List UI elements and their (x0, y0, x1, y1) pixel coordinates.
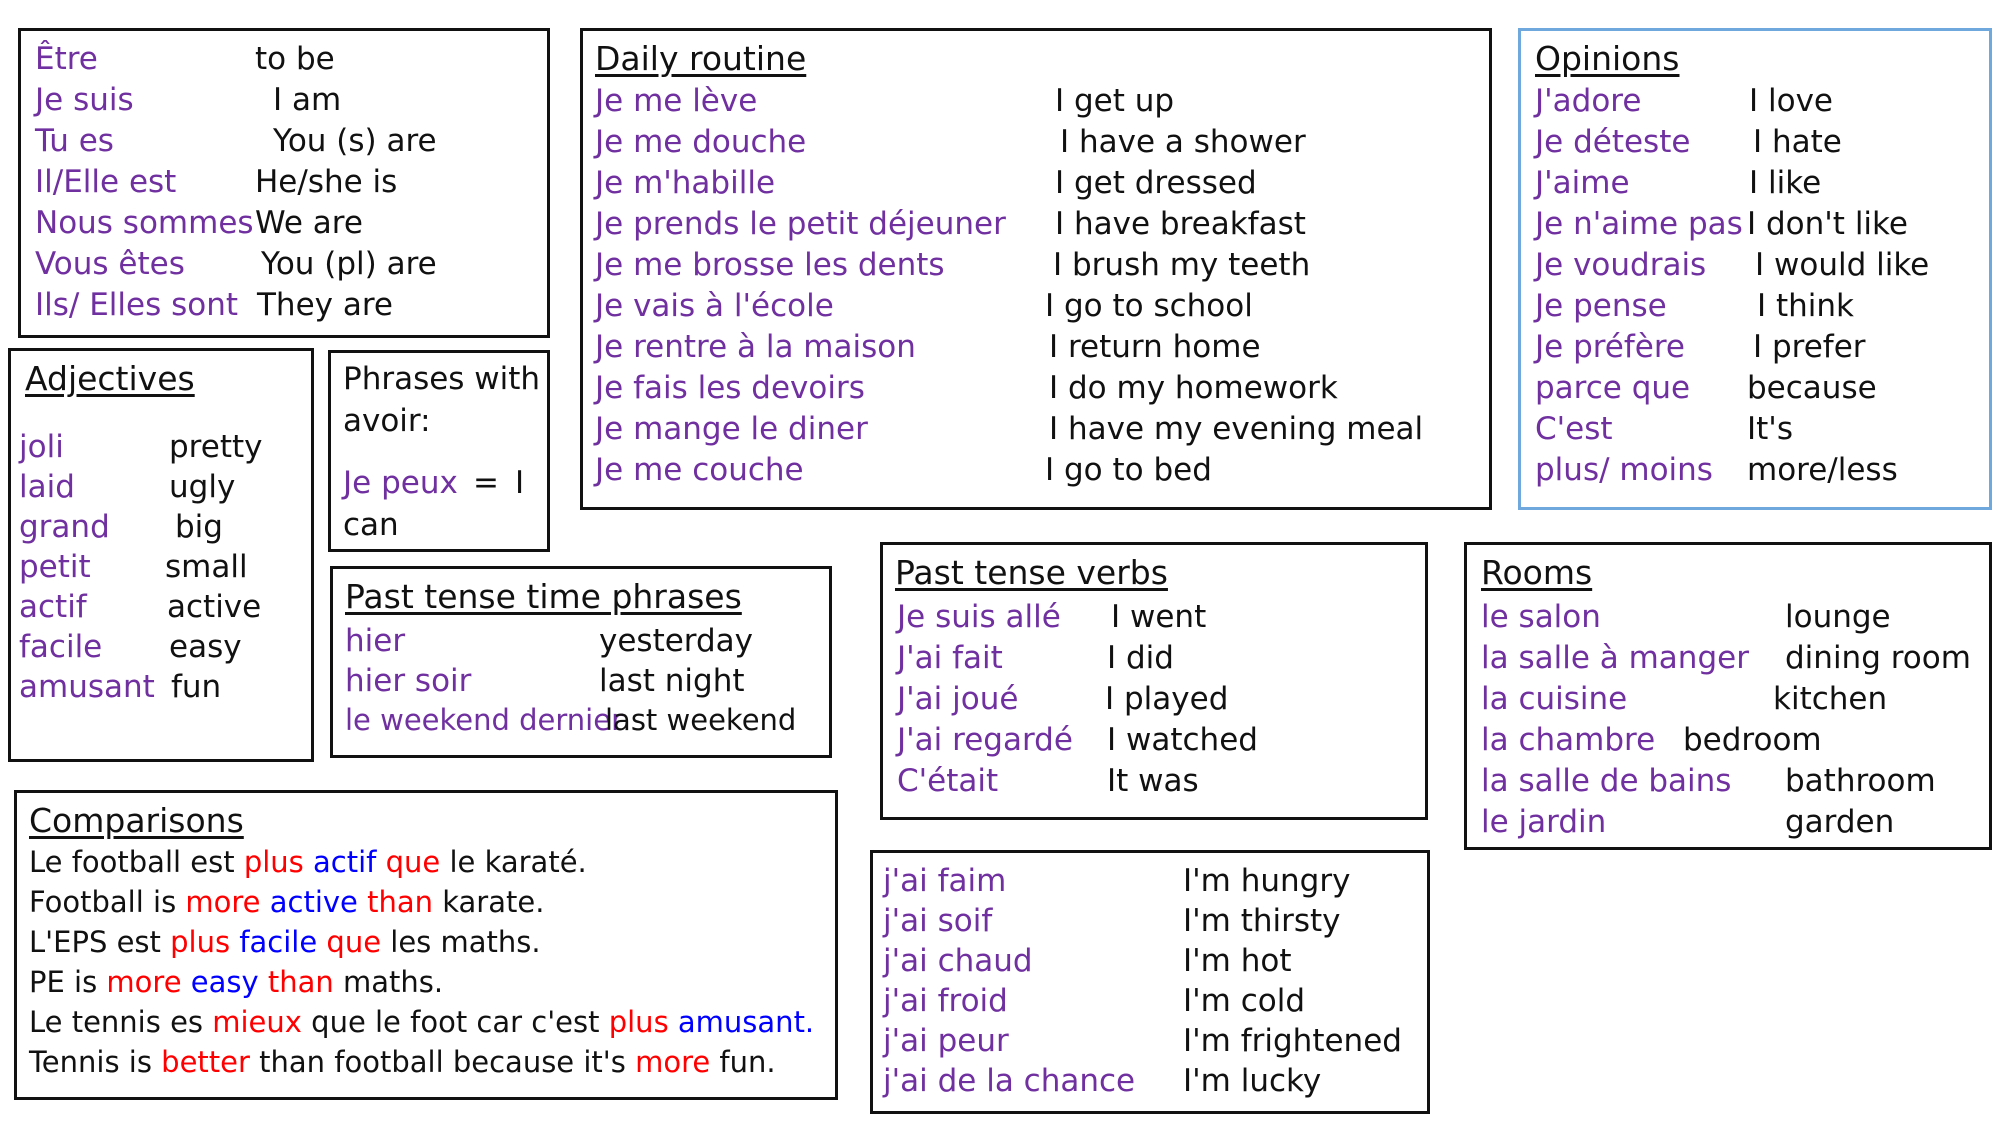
section-title: Comparisons (29, 801, 244, 840)
french-term: Je préfère (1535, 329, 1686, 365)
french-term: j'ai froid (883, 983, 1008, 1019)
section-title: Adjectives (25, 359, 195, 398)
english-term: I am (273, 82, 342, 118)
sentence-part (669, 1005, 678, 1039)
french-term: Je mange le diner (595, 411, 868, 447)
french-term: Il/Elle est (35, 164, 177, 200)
french-term: Je pense (1535, 288, 1667, 324)
vocab-row (21, 82, 547, 122)
english-term: active (167, 589, 262, 625)
english-term: I'm hot (1183, 943, 1292, 979)
comparative-word: better (161, 1045, 250, 1079)
vocab-row (1467, 763, 1989, 803)
comparison-sentence (29, 965, 443, 999)
vocab-row (11, 549, 311, 589)
french-term: Nous sommes (35, 205, 254, 241)
english-term: They are (257, 287, 393, 323)
english-term: I like (1749, 165, 1822, 201)
french-term: Je n'aime pas (1535, 206, 1743, 242)
sentence-part: fun. (710, 1045, 776, 1079)
sentence-part (259, 965, 268, 999)
english-term: I do my homework (1049, 370, 1338, 406)
vocab-row (873, 983, 1427, 1023)
vocab-row (11, 469, 311, 509)
section-title: Rooms (1481, 553, 1593, 592)
vocab-row (1521, 83, 1989, 123)
rooms-box (1464, 542, 1992, 850)
vocab-row (1467, 599, 1989, 639)
sentence-part: than football because it's (249, 1045, 636, 1079)
french-term: Je prends le petit déjeuner (595, 206, 1006, 242)
sentence-part (182, 965, 191, 999)
english-term: You (s) are (273, 123, 437, 159)
comparison-sentence (29, 845, 587, 879)
french-term: plus/ moins (1535, 452, 1713, 488)
french-term: J'adore (1535, 83, 1642, 119)
english-term: It's (1747, 411, 1793, 447)
english-term: I have a shower (1060, 124, 1306, 160)
english-term: I love (1749, 83, 1833, 119)
english-term: I hate (1753, 124, 1842, 160)
english-term: pretty (169, 429, 263, 465)
vocab-row (1521, 411, 1989, 451)
vocab-row (873, 863, 1427, 903)
vocab-row (11, 669, 311, 709)
english-term: I get up (1055, 83, 1175, 119)
english-term: I'm cold (1183, 983, 1306, 1019)
section-title: Daily routine (595, 39, 807, 78)
comparison-sentence (29, 1005, 814, 1039)
english-term: I'm lucky (1183, 1063, 1322, 1099)
vocab-row (333, 703, 829, 743)
french-term: hier soir (345, 663, 472, 699)
vocab-row (1521, 206, 1989, 246)
past-time-box (330, 566, 832, 758)
french-term: la salle à manger (1481, 640, 1749, 676)
english-term: lounge (1785, 599, 1891, 635)
english-term: bedroom (1683, 722, 1822, 758)
english-term: fun (171, 669, 222, 705)
comparison-sentence (29, 1045, 776, 1079)
english-term: You (pl) are (261, 246, 437, 282)
english-term: I prefer (1753, 329, 1866, 365)
english-term: I think (1757, 288, 1855, 324)
vocab-row (1467, 681, 1989, 721)
english-term: more/less (1747, 452, 1898, 488)
vocab-row (583, 452, 1489, 492)
vocab-row (583, 83, 1489, 123)
comparative-word: plus (170, 925, 231, 959)
french-term: Vous êtes (35, 246, 185, 282)
french-term: C'était (897, 763, 999, 799)
english-term: yesterday (599, 623, 754, 659)
english-term: He/she is (255, 164, 398, 200)
vocab-row (873, 1023, 1427, 1063)
english-term: I go to school (1045, 288, 1253, 324)
english-term: I have breakfast (1055, 206, 1306, 242)
french-term: parce que (1535, 370, 1691, 406)
french-term: Je peux (343, 465, 458, 501)
past-verbs-box (880, 542, 1428, 820)
french-term: Je m'habille (595, 165, 776, 201)
sentence-part: que le foot car c'est (301, 1005, 609, 1039)
english-term: I (515, 465, 525, 501)
vocab-row (1521, 452, 1989, 492)
sentence-part: PE is (29, 965, 107, 999)
adjective-word: actif (313, 845, 377, 879)
vocab-row (583, 165, 1489, 205)
vocab-row (1521, 165, 1989, 205)
french-term: Je me brosse les dents (595, 247, 945, 283)
vocab-row (873, 903, 1427, 943)
english-term: because (1747, 370, 1877, 406)
adjective-word: active (269, 885, 358, 919)
english-term: We are (255, 205, 363, 241)
comparative-word: que (385, 845, 441, 879)
english-term: I watched (1107, 722, 1258, 758)
comparison-sentence (29, 925, 541, 959)
french-term: J'aime (1535, 165, 1630, 201)
sentence-part: les maths. (381, 925, 541, 959)
vocab-row (21, 246, 547, 286)
vocab-row (11, 629, 311, 669)
comparisons-box (14, 790, 838, 1100)
french-term: Je déteste (1535, 124, 1691, 160)
english-term: to be (255, 41, 335, 77)
sentence-part (230, 925, 239, 959)
vocab-row (883, 763, 1425, 803)
french-term: joli (19, 429, 64, 465)
vocab-row (883, 722, 1425, 762)
vocab-row (873, 1063, 1427, 1103)
french-term: amusant (19, 669, 155, 705)
comparison-sentence (29, 885, 544, 919)
vocab-row (1521, 370, 1989, 410)
english-term: ugly (169, 469, 236, 505)
french-term: le weekend dernier (345, 703, 623, 737)
french-term: j'ai soif (883, 903, 993, 939)
french-term: Être (35, 41, 98, 77)
section-title: Opinions (1535, 39, 1680, 78)
english-term: easy (169, 629, 242, 665)
english-term: I'm hungry (1183, 863, 1351, 899)
vocab-row (21, 41, 547, 81)
french-term: Je suis (35, 82, 134, 118)
section-title: Past tense verbs (895, 553, 1168, 592)
french-term: Je me douche (595, 124, 807, 160)
english-term: I return home (1049, 329, 1261, 365)
etre-box (18, 28, 550, 338)
comparative-word: plus (243, 845, 304, 879)
english-term: last night (599, 663, 745, 699)
vocab-row (1521, 288, 1989, 328)
english-term: I get dressed (1055, 165, 1257, 201)
vocab-row (21, 205, 547, 245)
adjective-word: amusant. (677, 1005, 815, 1039)
english-term: can (343, 507, 399, 543)
vocab-row (583, 247, 1489, 287)
vocab-row (1467, 640, 1989, 680)
french-term: j'ai de la chance (883, 1063, 1136, 1099)
english-term: garden (1785, 804, 1895, 840)
comparative-word: mieux (212, 1005, 302, 1039)
french-term: j'ai chaud (883, 943, 1033, 979)
vocab-row (1521, 329, 1989, 369)
french-term: petit (19, 549, 91, 585)
vocab-row (333, 623, 829, 663)
english-term: I played (1105, 681, 1229, 717)
vocab-row (583, 124, 1489, 164)
english-term: I would like (1755, 247, 1930, 283)
vocab-row (11, 509, 311, 549)
sentence-part (304, 845, 313, 879)
vocab-row (583, 288, 1489, 328)
english-term: I don't like (1747, 206, 1908, 242)
english-term: I have my evening meal (1049, 411, 1424, 447)
french-term: J'ai regardé (897, 722, 1073, 758)
english-term: dining room (1785, 640, 1971, 676)
sentence-part: karate. (433, 885, 545, 919)
french-term: Tu es (35, 123, 114, 159)
vocab-row (11, 429, 311, 469)
avoir-phrases-box (870, 850, 1430, 1114)
french-term: laid (19, 469, 75, 505)
sentence-part (358, 885, 367, 919)
vocab-row (583, 206, 1489, 246)
vocab-row (883, 640, 1425, 680)
english-term: I brush my teeth (1053, 247, 1311, 283)
vocab-row (583, 329, 1489, 369)
avoir-box (328, 350, 550, 552)
english-term: I'm frightened (1183, 1023, 1402, 1059)
vocab-row (1467, 722, 1989, 762)
french-term: Je suis allé (897, 599, 1061, 635)
english-term: kitchen (1773, 681, 1888, 717)
french-term: Je vais à l'école (595, 288, 834, 324)
french-term: hier (345, 623, 406, 659)
sentence-part: Tennis is (29, 1045, 162, 1079)
french-term: Je me lève (595, 83, 758, 119)
sentence-part: maths. (333, 965, 444, 999)
french-term: j'ai faim (883, 863, 1007, 899)
equals-sign: = (473, 465, 499, 501)
english-term: bathroom (1785, 763, 1936, 799)
french-term: le salon (1481, 599, 1601, 635)
french-term: Je rentre à la maison (595, 329, 916, 365)
french-term: grand (19, 509, 110, 545)
box-heading: Phrases with (343, 361, 541, 397)
box-heading: avoir: (343, 403, 431, 439)
comparative-word: plus (608, 1005, 669, 1039)
french-term: le jardin (1481, 804, 1607, 840)
sentence-part: Le football est (29, 845, 244, 879)
sentence-part: Le tennis es (29, 1005, 213, 1039)
vocab-row (333, 663, 829, 703)
sentence-part: le karaté. (440, 845, 587, 879)
english-term: small (165, 549, 248, 585)
french-term: Je me couche (595, 452, 804, 488)
vocab-row (21, 164, 547, 204)
section-title: Past tense time phrases (345, 577, 742, 616)
comparative-word: than (267, 965, 334, 999)
vocab-row (11, 589, 311, 629)
comparative-word: more (185, 885, 261, 919)
french-term: la salle de bains (1481, 763, 1732, 799)
english-term: I'm thirsty (1183, 903, 1341, 939)
french-term: facile (19, 629, 103, 665)
daily-routine-box (580, 28, 1492, 510)
vocab-row (883, 681, 1425, 721)
french-term: Je fais les devoirs (595, 370, 865, 406)
english-term: I did (1107, 640, 1174, 676)
vocab-row (1467, 804, 1989, 844)
english-term: I went (1111, 599, 1207, 635)
english-term: I go to bed (1045, 452, 1212, 488)
french-term: la cuisine (1481, 681, 1628, 717)
adjective-word: facile (239, 925, 318, 959)
vocab-row (21, 123, 547, 163)
french-term: Je voudrais (1535, 247, 1707, 283)
french-term: Ils/ Elles sont (35, 287, 239, 323)
english-term: last weekend (605, 703, 797, 737)
french-term: la chambre (1481, 722, 1656, 758)
comparative-word: more (106, 965, 182, 999)
sentence-part: Football is (29, 885, 186, 919)
vocab-row (583, 370, 1489, 410)
vocab-row (1521, 124, 1989, 164)
sentence-part (376, 845, 385, 879)
french-term: actif (19, 589, 87, 625)
french-term: J'ai fait (897, 640, 1003, 676)
sentence-part (261, 885, 270, 919)
vocab-row (583, 411, 1489, 451)
vocab-row (883, 599, 1425, 639)
comparative-word: more (635, 1045, 711, 1079)
french-term: C'est (1535, 411, 1613, 447)
french-term: J'ai joué (897, 681, 1019, 717)
opinions-box (1518, 28, 1992, 510)
english-term: It was (1107, 763, 1199, 799)
comparative-word: than (367, 885, 434, 919)
sentence-part: L'EPS est (29, 925, 171, 959)
french-term: j'ai peur (883, 1023, 1009, 1059)
comparative-word: que (326, 925, 382, 959)
vocab-row (21, 287, 547, 327)
vocab-row (1521, 247, 1989, 287)
adjective-word: easy (190, 965, 259, 999)
vocab-row (873, 943, 1427, 983)
english-term: big (175, 509, 223, 545)
adjectives-box (8, 348, 314, 762)
